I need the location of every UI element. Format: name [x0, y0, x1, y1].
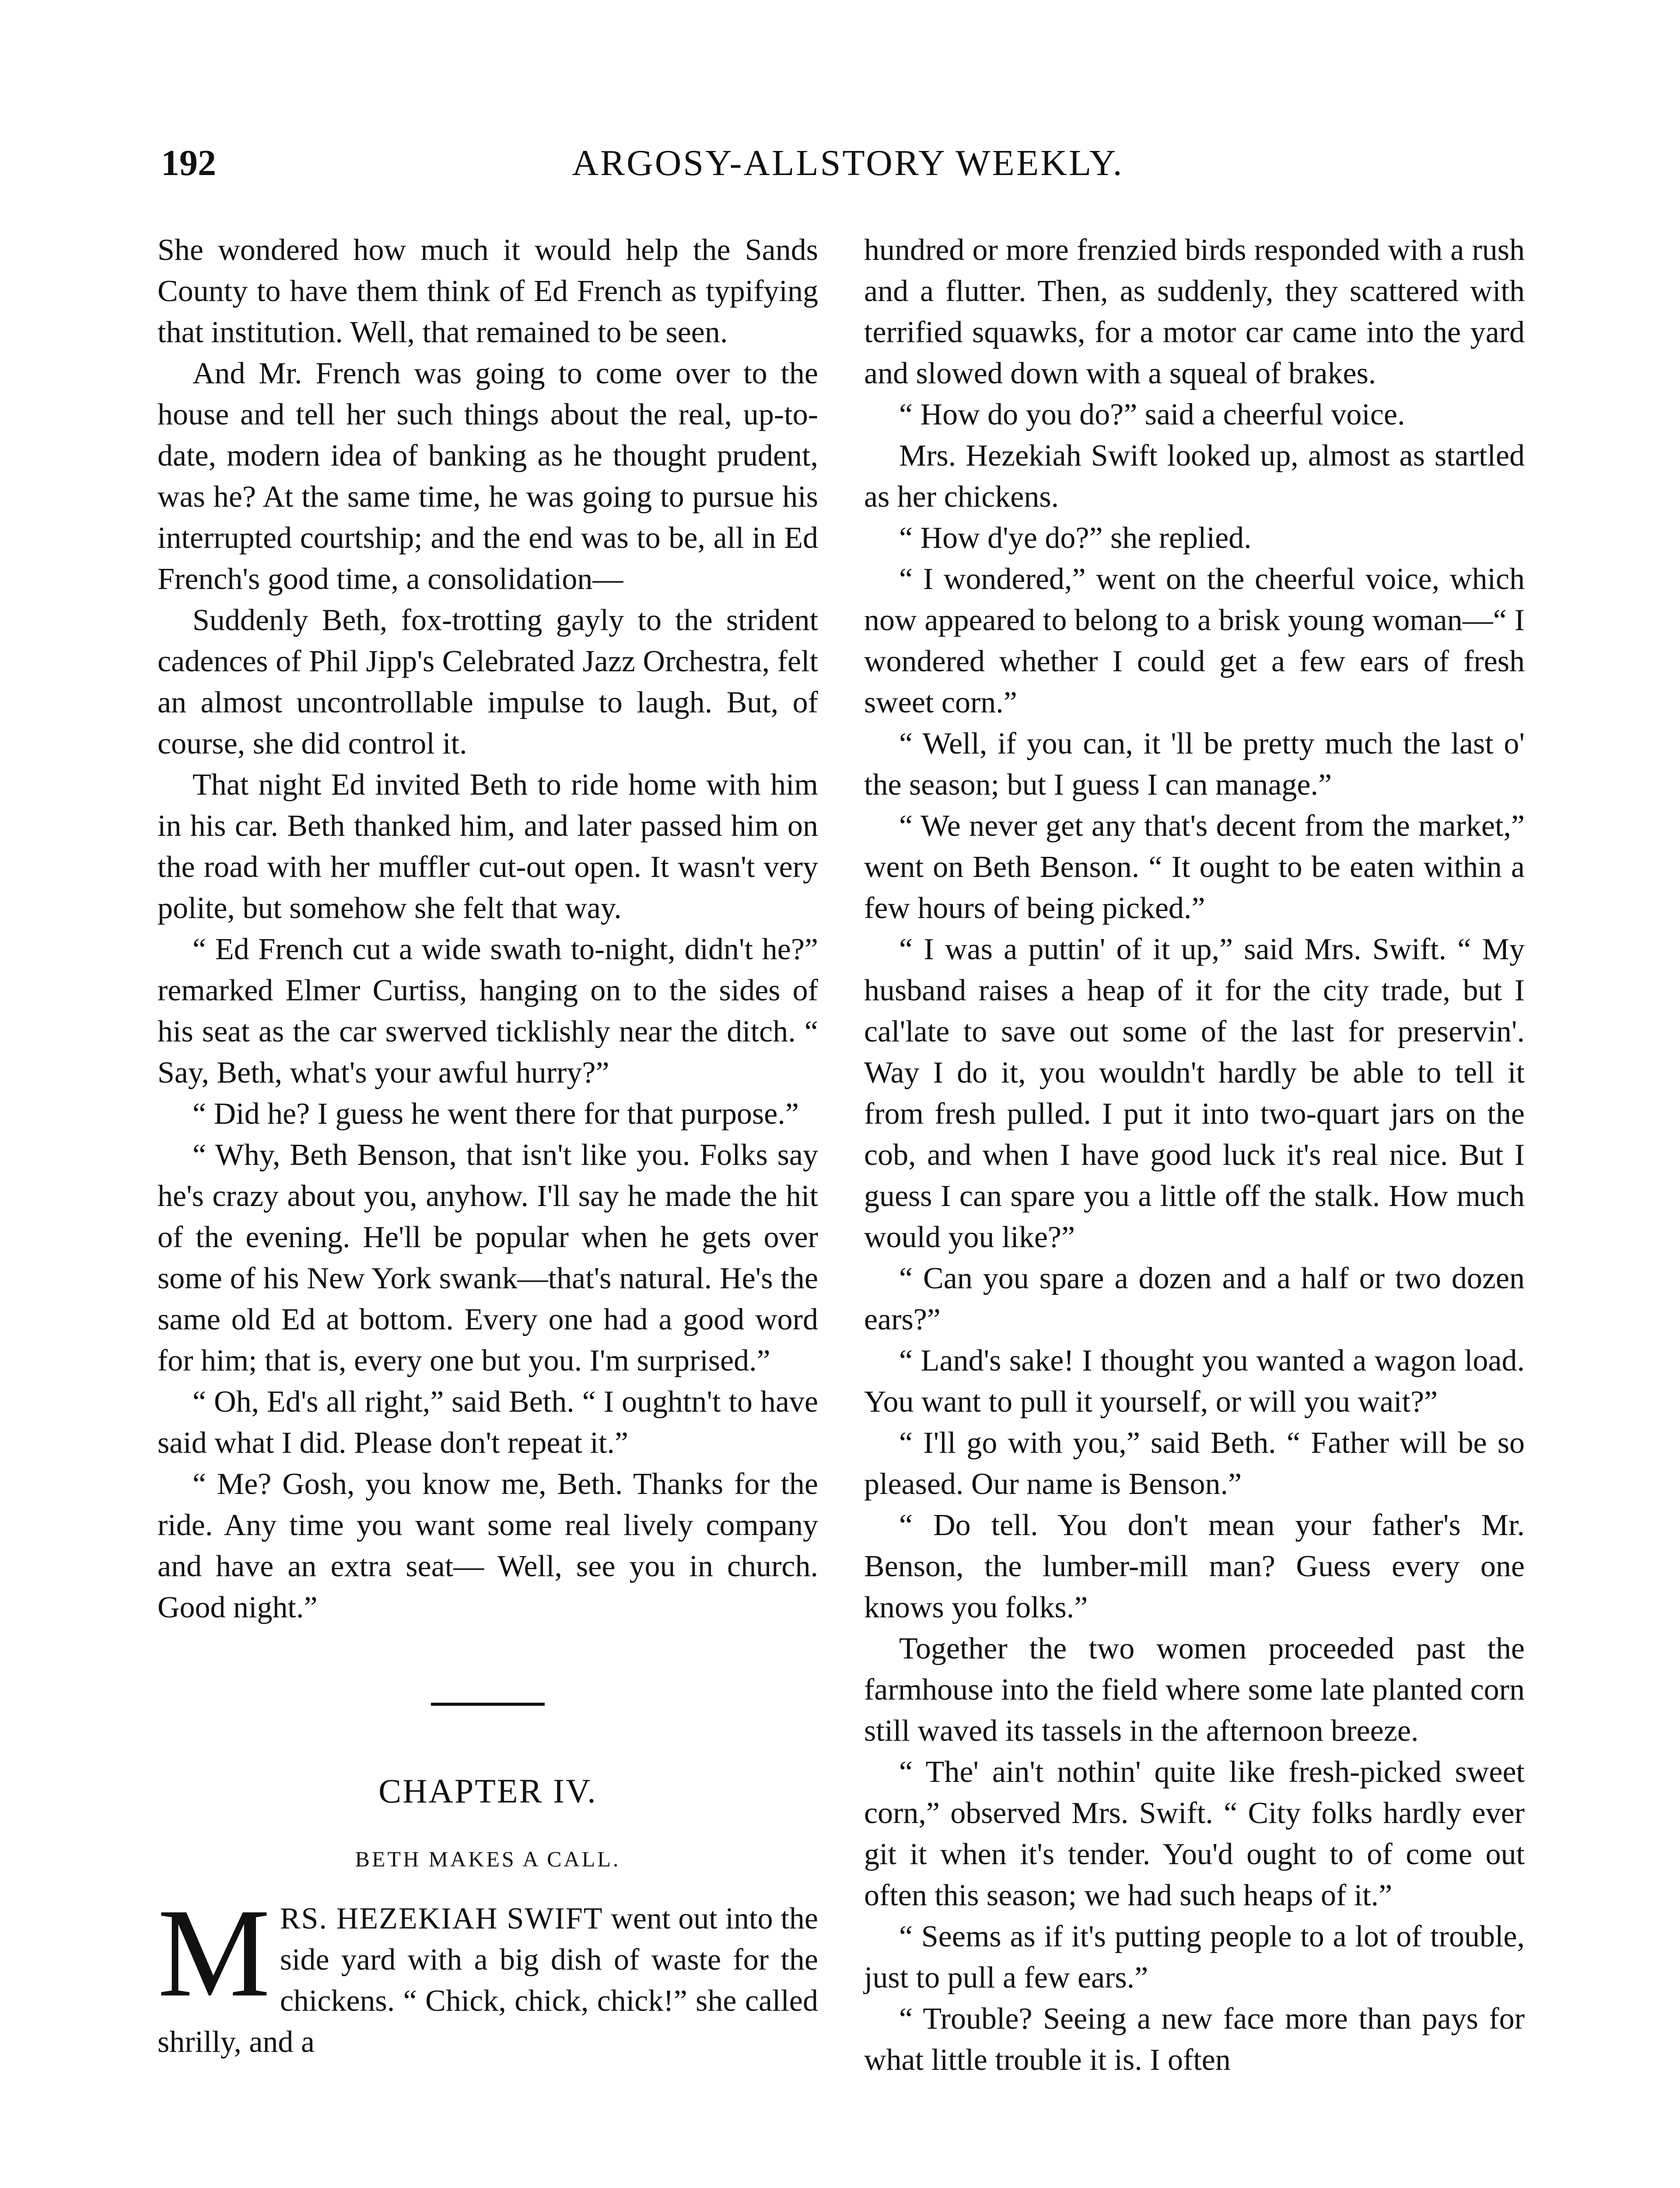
paragraph: “ Why, Beth Benson, that isn't like you. Folks say he's crazy about you, anyhow. I'll say he made the hit of the evening. He'll be popular when he gets over some of his New York swank—that's natural. He's the same old Ed at bottom. Every one had a good word for him; that is, every one but you. I'm surprised.”: [158, 1138, 818, 1378]
paragraph: Suddenly Beth, fox-trotting gayly to the strident cadences of Phil Jipp's Celebrated Jazz Orchestra, felt an almost uncontrollable impulse to laugh. But, of course, she did control it.: [158, 603, 818, 761]
paragraph: That night Ed invited Beth to ride home with him in his car. Beth thanked him, and later passed him on the road with her muffler cut-out open. It wasn't very polite, but somehow she felt that way.: [158, 768, 818, 925]
left-column: [158, 230, 818, 2063]
paragraph: “ We never get any that's decent from the market,” went on Beth Benson. “ It ought to be eaten within a few hours of being picked.”: [864, 809, 1525, 925]
chapter-opening-paragraph: [158, 1883, 818, 2063]
chapter-opening-text: went out into the side yard with a big dish of waste for the chickens. “ Chick, chick, chick!” she called shrilly, and a: [158, 1902, 818, 2059]
right-column: [864, 230, 1525, 2081]
paragraph: “ The' ain't nothin' quite like fresh-picked sweet corn,” observed Mrs. Swift. “ City folks hardly ever git it when it's tender. You'd ought to of come out often this season; we had such heaps of it.”: [864, 1755, 1525, 1912]
paragraph: “ I wondered,” went on the cheerful voice, which now appeared to belong to a brisk young woman—“ I wondered whether I could get a few ears of fresh sweet corn.”: [864, 562, 1525, 719]
paragraph: “ Trouble? Seeing a new face more than pays for what little trouble it is. I often: [864, 2002, 1525, 2077]
drop-cap: M: [158, 1883, 270, 2023]
chapter-subtitle: BETH MAKES A CALL.: [355, 1847, 621, 1871]
page-header: [161, 139, 1535, 196]
paragraph: “ Well, if you can, it 'll be pretty much the last o' the season; but I guess I can manage.”: [864, 727, 1525, 802]
paragraph: “ Can you spare a dozen and a half or two dozen ears?”: [864, 1262, 1525, 1336]
paragraph: “ Land's sake! I thought you wanted a wagon load. You want to pull it yourself, or will you wait?”: [864, 1344, 1525, 1419]
paragraph: “ Do tell. You don't mean your father's Mr. Benson, the lumber-mill man? Guess every one knows you folks.”: [864, 1508, 1525, 1624]
running-head: ARGOSY-ALLSTORY WEEKLY.: [572, 143, 1124, 183]
paragraph: “ I was a puttin' of it up,” said Mrs. Swift. “ My husband raises a heap of it for the city trade, but I cal'late to save out some of the last for preservin'. Way I do it, you wouldn't hardly be able to tell it from fresh pulled. I put it into two-quart jars on the cob, and when I have good luck it's real nice. But I guess I can spare you a little off the stalk. How much would you like?”: [864, 933, 1525, 1254]
chapter-lead-words: RS. HEZEKIAH SWIFT: [280, 1902, 603, 1936]
paragraph: hundred or more frenzied birds responded with a rush and a flutter. Then, as suddenly, they scattered with terrified squawks, for a motor car came into the yard and slowed down with a squeal of brakes.: [864, 233, 1525, 390]
paragraph: And Mr. French was going to come over to the house and tell her such things about the real, up-to-date, modern idea of banking as he thought prudent, was he? At the same time, he was going to pursue his interrupted courtship; and the end was to be, all in Ed French's good time, a consolidation—: [158, 357, 818, 596]
paragraph: “ How d'ye do?” she replied.: [899, 521, 1252, 555]
paragraph: Mrs. Hezekiah Swift looked up, almost as startled as her chickens.: [864, 439, 1525, 514]
paragraph: “ How do you do?” said a cheerful voice.: [899, 398, 1405, 431]
paragraph: She wondered how much it would help the Sands County to have them think of Ed French as typifying that institution. Well, that remained to be seen.: [158, 233, 818, 349]
paragraph: “ I'll go with you,” said Beth. “ Father will be so pleased. Our name is Benson.”: [864, 1426, 1525, 1501]
paragraph: Together the two women proceeded past the farmhouse into the field where some late planted corn still waved its tassels in the afternoon breeze.: [864, 1632, 1525, 1748]
page-number: 192: [161, 143, 216, 183]
paragraph: “ Oh, Ed's all right,” said Beth. “ I oughtn't to have said what I did. Please don't repeat it.”: [158, 1385, 818, 1460]
paragraph: “ Ed French cut a wide swath to-night, didn't he?” remarked Elmer Curtiss, hanging on to the sides of his seat as the car swerved ticklishly near the ditch. “ Say, Beth, what's your awful hurry?”: [158, 933, 818, 1090]
paragraph: “ Me? Gosh, you know me, Beth. Thanks for the ride. Any time you want some real lively company and have an extra seat— Well, see you in church. Good night.”: [158, 1467, 818, 1624]
paragraph: “ Seems as if it's putting people to a lot of trouble, just to pull a few ears.”: [864, 1920, 1525, 1995]
section-divider: [431, 1703, 545, 1706]
paragraph: “ Did he? I guess he went there for that purpose.”: [192, 1097, 799, 1131]
chapter-heading: CHAPTER IV.: [378, 1772, 597, 1810]
